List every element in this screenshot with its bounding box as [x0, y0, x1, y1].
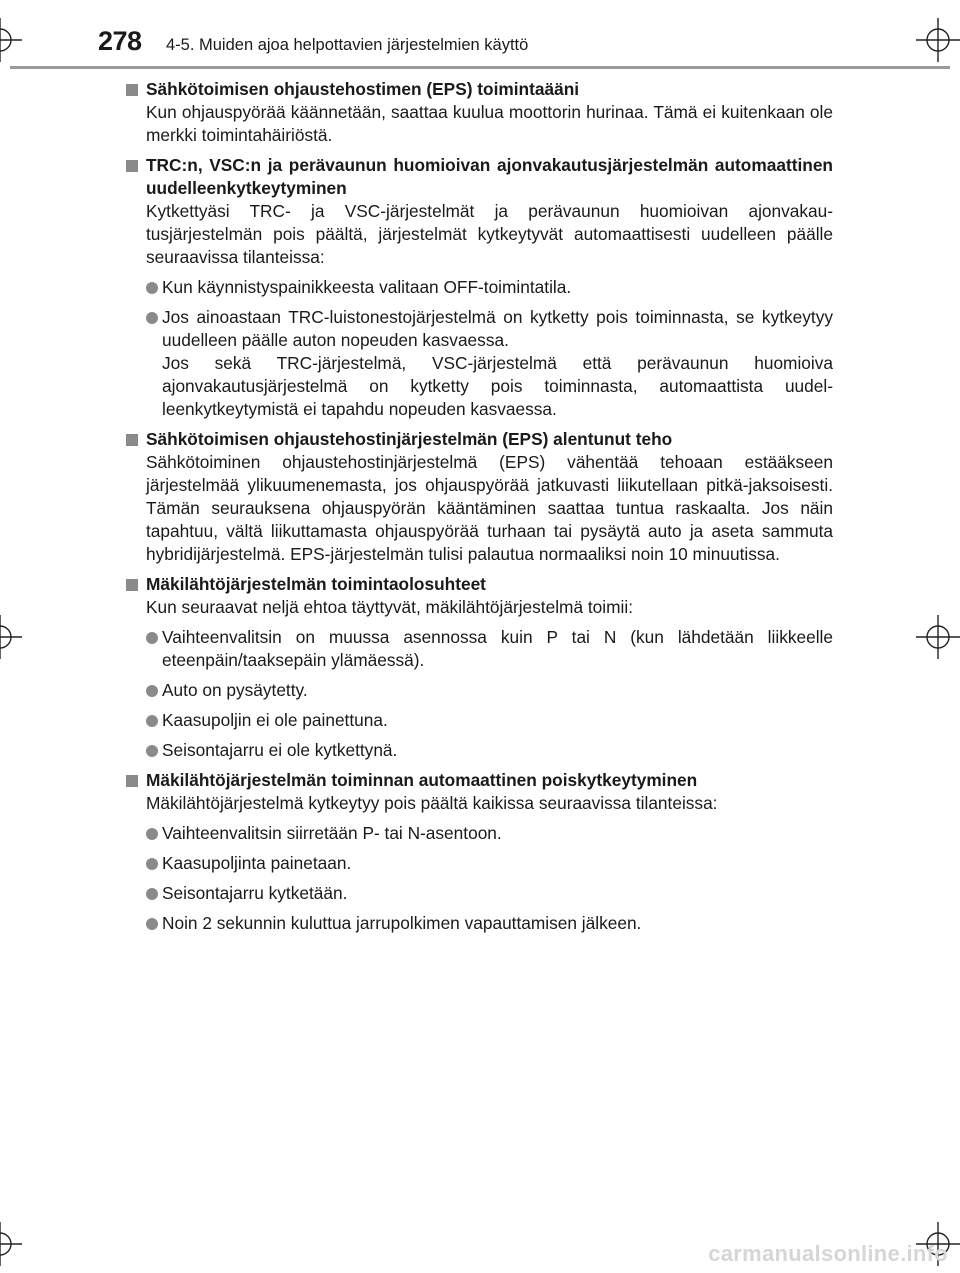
section-paragraph: Kun ohjauspyörää käännetään, saattaa kuulua moottorin hurinaa. Tämä ei kuitenkaan ole merkki toimintahäiriöstä. [146, 102, 833, 145]
list-item-text: Noin 2 sekunnin kuluttua jarrupolkimen vapauttamisen jälkeen. [162, 913, 642, 933]
square-bullet-icon [126, 160, 138, 172]
crop-mark-top-left-icon [0, 18, 44, 62]
section-trc-vsc-reactivation [126, 154, 833, 421]
list-item [126, 822, 833, 845]
list-item [126, 852, 833, 875]
square-bullet-icon [126, 579, 138, 591]
section-paragraph: Mäkilähtöjärjestelmä kytkeytyy pois päältä kaikissa seuraavissa tilanteissa: [146, 793, 718, 813]
section-heading-text: Mäkilähtöjärjestelmän toiminnan automaattinen poiskytkeytyminen [146, 770, 698, 790]
section-paragraph: Kytkettyäsi TRC- ja VSC-järjestelmät ja perävaunun huomioivan ajonvakau-tusjärjestelmän pois päältä, järjestelmät kytkeytyvät automaattisesti uudelleen päälle seuraavissa tilanteissa: [146, 201, 833, 267]
section-heading-text: Mäkilähtöjärjestelmän toimintaolosuhteet [146, 574, 486, 594]
list-item [126, 626, 833, 672]
list-item-text: Kaasupoljin ei ole painettuna. [162, 710, 388, 730]
section-heading-text: Sähkötoimisen ohjaustehostinjärjestelmän (EPS) alentunut teho [146, 429, 673, 449]
chapter-title: 4-5. Muiden ajoa helpottavien järjestelmien käyttö [166, 36, 529, 54]
round-bullet-icon [146, 632, 158, 644]
round-bullet-icon [146, 312, 158, 324]
list-item [126, 276, 833, 299]
list-item-text: Seisontajarru kytketään. [162, 883, 348, 903]
list-item [126, 882, 833, 905]
section-heading [126, 78, 833, 101]
square-bullet-icon [126, 775, 138, 787]
section-heading [126, 769, 833, 792]
section-heading-text: TRC:n, VSC:n ja perävaunun huomioivan ajonvakautusjärjestelmän automaattinen uudelleenkytkeytyminen [146, 155, 833, 198]
list-item-text: Vaihteenvalitsin siirretään P- tai N-asentoon. [162, 823, 502, 843]
section-eps-sound [126, 78, 833, 147]
square-bullet-icon [126, 434, 138, 446]
section-hill-start-auto-disable [126, 769, 833, 935]
section-eps-reduced-power [126, 428, 833, 566]
list-item-text: Seisontajarru ei ole kytkettynä. [162, 740, 398, 760]
section-heading-text: Sähkötoimisen ohjaustehostimen (EPS) toimintaääni [146, 79, 580, 99]
section-heading [126, 573, 833, 596]
list-item-text: Jos ainoastaan TRC-luistonestojärjestelmä on kytketty pois toiminnasta, se kytkeytyy uudelleen päälle auton nopeuden kasvaessa. [162, 307, 833, 350]
list-item-text: Kun käynnistyspainikkeesta valitaan OFF-toimintatila. [162, 277, 572, 297]
page-content [126, 78, 833, 942]
crop-mark-bottom-left-icon [0, 1222, 44, 1266]
round-bullet-icon [146, 858, 158, 870]
list-item-text: Auto on pysäytetty. [162, 680, 308, 700]
list-item [126, 739, 833, 762]
round-bullet-icon [146, 888, 158, 900]
list-item-text: Vaihteenvalitsin on muussa asennossa kuin P tai N (kun lähdetään liikkeelle eteenpäin/taaksepäin ylämäessä). [162, 627, 833, 670]
round-bullet-icon [146, 918, 158, 930]
crop-mark-middle-right-icon [916, 615, 960, 659]
round-bullet-icon [146, 715, 158, 727]
square-bullet-icon [126, 84, 138, 96]
list-item [126, 679, 833, 702]
round-bullet-icon [146, 828, 158, 840]
page-number: 278 [98, 26, 142, 56]
round-bullet-icon [146, 282, 158, 294]
crop-mark-middle-left-icon [0, 615, 44, 659]
list-item [126, 912, 833, 935]
list-item-continuation: Jos sekä TRC-järjestelmä, VSC-järjestelmä että perävaunun huomioiva ajonvakautusjärjestelmä on kytketty pois toiminnasta, automaattista uudel-leenkytkeytymistä ei tapahdu nopeuden kasvaessa. [162, 353, 833, 419]
list-item-text: Kaasupoljinta painetaan. [162, 853, 352, 873]
round-bullet-icon [146, 685, 158, 697]
section-heading [126, 154, 833, 200]
list-item [126, 306, 833, 421]
round-bullet-icon [146, 745, 158, 757]
section-hill-start-conditions [126, 573, 833, 762]
header-divider [10, 66, 950, 69]
section-paragraph: Kun seuraavat neljä ehtoa täyttyvät, mäkilähtöjärjestelmä toimii: [146, 597, 633, 617]
watermark: carmanualsonline.info [708, 1241, 948, 1266]
crop-mark-top-right-icon [916, 18, 960, 62]
section-heading [126, 428, 833, 451]
section-paragraph: Sähkötoiminen ohjaustehostinjärjestelmä (EPS) vähentää tehoaan estääkseen järjestelmää ylikuumenemasta, jos ohjauspyörää jatkuvasti liikutellaan pitkä-jaksoisesti. Tämän seurauksena ohjauspyörän kääntäminen saattaa tuntua raskaalta. Jos näin tapahtuu, vältä liikuttamasta ohjauspyörää turhaan tai pysäytä auto ja aseta sammuta hybridijärjestelmä. EPS-järjestelmän tulisi palautua normaaliksi noin 10 minuutissa. [146, 452, 833, 564]
list-item [126, 709, 833, 732]
